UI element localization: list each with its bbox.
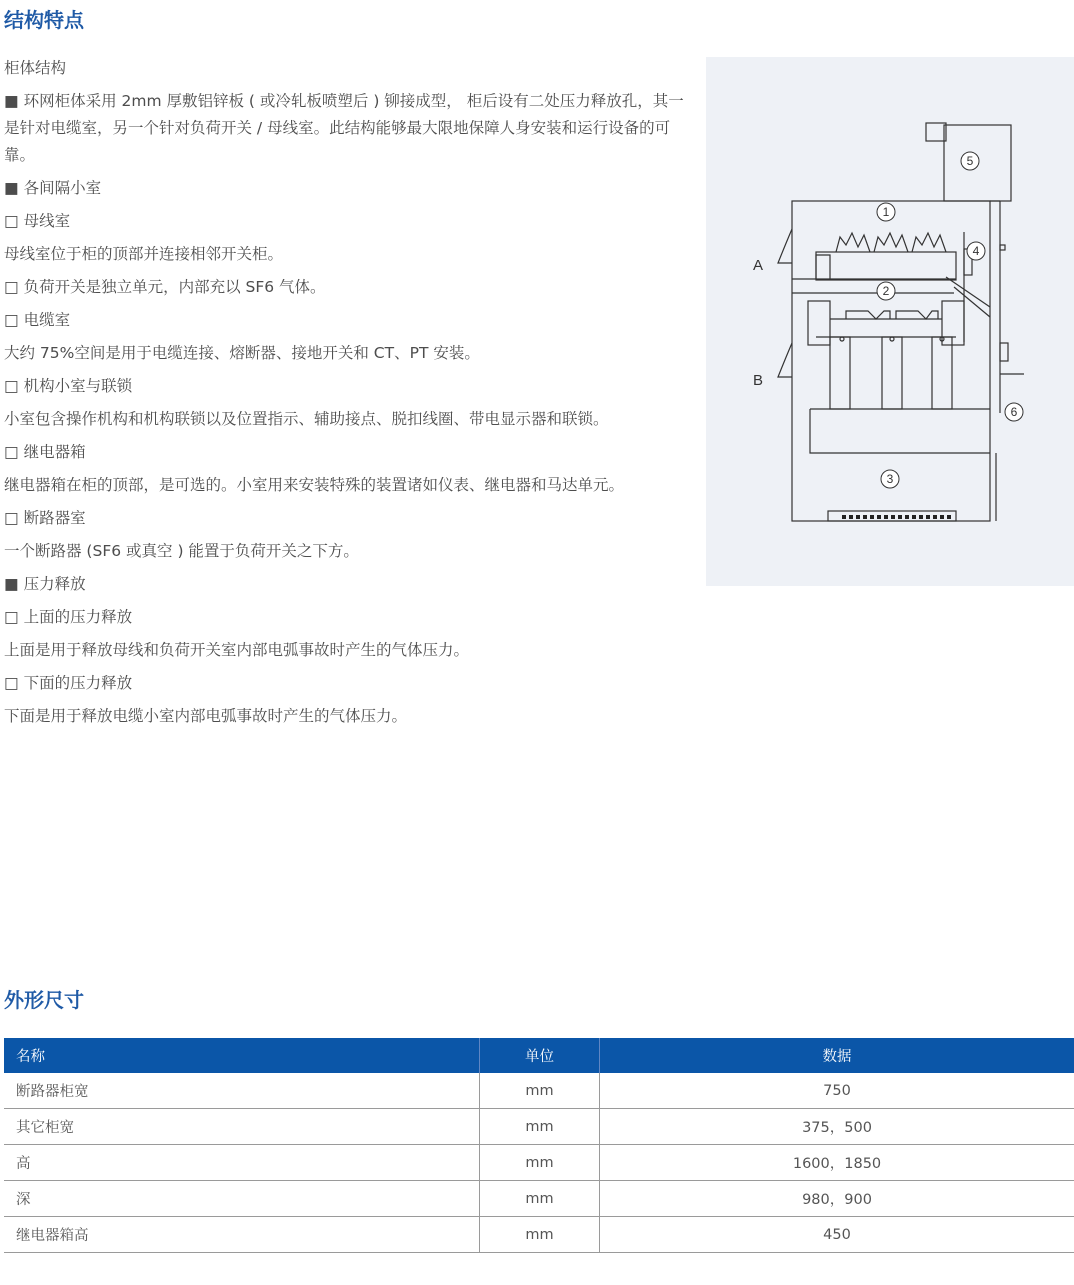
label-3: 3 [886, 472, 894, 486]
busbar-wall-left [816, 255, 830, 279]
right-rail-tab [1000, 245, 1005, 250]
para-cabinet-structure: 柜体结构 [4, 59, 67, 77]
header-value: 数据 [600, 1038, 1074, 1073]
para-busbar-text: 母线室位于柜的顶部并连接相邻开关柜。 [4, 245, 284, 263]
label-b: B [753, 372, 764, 389]
cell-value: 1600，1850 [600, 1145, 1074, 1181]
table-row [4, 1073, 1074, 1109]
para-breaker-text: 一个断路器 (SF6 或真空 ) 能置于负荷开关之下方。 [4, 542, 359, 560]
cabinet-diagram [706, 57, 1074, 586]
para-cable-text: 大约 75%空间是用于电缆连接、熔断器、接地开关和 CT、PT 安装。 [4, 344, 480, 362]
para-upper-release-title: □ 上面的压力释放 [4, 608, 133, 626]
dimensions-heading: 外形尺寸 [4, 988, 84, 1012]
cable-right-block [942, 301, 964, 345]
breaker-inner [810, 409, 990, 453]
para-upper-release-text: 上面是用于释放母线和负荷开关室内部电弧事故时产生的气体压力。 [4, 641, 470, 659]
para-lower-release-text: 下面是用于释放电缆小室内部电弧事故时产生的气体压力。 [4, 707, 408, 725]
para-cable-title: □ 电缆室 [4, 311, 71, 329]
table-row [4, 1217, 1074, 1253]
table-row [4, 1181, 1074, 1217]
para-compartments: ■ 各间隔小室 [4, 179, 102, 197]
cell-unit: mm [480, 1217, 600, 1253]
cell-unit: mm [480, 1109, 600, 1145]
para-lower-release-title: □ 下面的压力释放 [4, 674, 133, 692]
para-cabinet-body: ■ 环网柜体采用 2mm 厚敷铝锌板 ( 或冷轧板喷塑后 ) 铆接成型， 柜后设有二处压力释放孔，其一是针对电缆室，另一个针对负荷开关 / 母线室。此结构能够最大限地保障人身安装和运行设备的可靠。 [4, 92, 684, 164]
label-4: 4 [972, 244, 980, 258]
relief-flap-b [778, 343, 792, 377]
para-breaker-title: □ 断路器室 [4, 509, 86, 527]
table-row [4, 1145, 1074, 1181]
para-relay-title: □ 继电器箱 [4, 443, 86, 461]
dimensions-table [4, 1038, 1074, 1253]
ct-2 [882, 337, 902, 409]
cell-name: 断路器柜宽 [4, 1073, 480, 1109]
structure-heading: 结构特点 [4, 8, 84, 32]
cell-name: 其它柜宽 [4, 1109, 480, 1145]
busbar-conductor-2 [874, 233, 908, 252]
cell-value: 750 [600, 1073, 1074, 1109]
para-busbar-title: □ 母线室 [4, 212, 71, 230]
para-load-switch: □ 负荷开关是独立单元，内部充以 SF6 气体。 [4, 278, 326, 296]
table-row [4, 1109, 1074, 1145]
load-switch-frame [816, 252, 956, 280]
cable-left-block [808, 301, 830, 345]
cell-name: 继电器箱高 [4, 1217, 480, 1253]
busbar-conductor-1 [836, 233, 870, 252]
label-5: 5 [966, 154, 974, 168]
label-1: 1 [882, 205, 890, 219]
cell-value: 980，900 [600, 1181, 1074, 1217]
para-pressure-title: ■ 压力释放 [4, 575, 86, 593]
cell-name: 深 [4, 1181, 480, 1217]
relief-flap-a [778, 229, 792, 263]
cell-value: 450 [600, 1217, 1074, 1253]
label-6: 6 [1010, 405, 1018, 419]
right-rail-block [1000, 343, 1008, 361]
structure-text [4, 55, 684, 736]
para-relay-text: 继电器箱在柜的顶部，是可选的。小室用来安装特殊的装置诸如仪表、继电器和马达单元。 [4, 476, 625, 494]
cell-name: 高 [4, 1145, 480, 1181]
table-header-row [4, 1038, 1074, 1073]
switch-diagonal-2 [946, 277, 990, 307]
cabinet-diagram-panel [706, 57, 1074, 586]
ct-1 [830, 337, 850, 409]
cell-unit: mm [480, 1181, 600, 1217]
cell-unit: mm [480, 1145, 600, 1181]
relay-box-tab [926, 123, 946, 141]
label-a: A [753, 257, 764, 274]
header-unit: 单位 [480, 1038, 600, 1073]
ct-3 [932, 337, 952, 409]
cell-unit: mm [480, 1073, 600, 1109]
switch-diagonal [954, 287, 990, 317]
busbar-conductor-3 [912, 233, 946, 252]
para-mechanism-title: □ 机构小室与联锁 [4, 377, 133, 395]
para-mechanism-text: 小室包含操作机构和机构联锁以及位置指示、辅助接点、脱扣线圈、带电显示器和联锁。 [4, 410, 609, 428]
fuse-2 [896, 311, 938, 319]
fuse-1 [846, 311, 890, 319]
cell-value: 375，500 [600, 1109, 1074, 1145]
label-2: 2 [882, 284, 890, 298]
header-name: 名称 [4, 1038, 480, 1073]
